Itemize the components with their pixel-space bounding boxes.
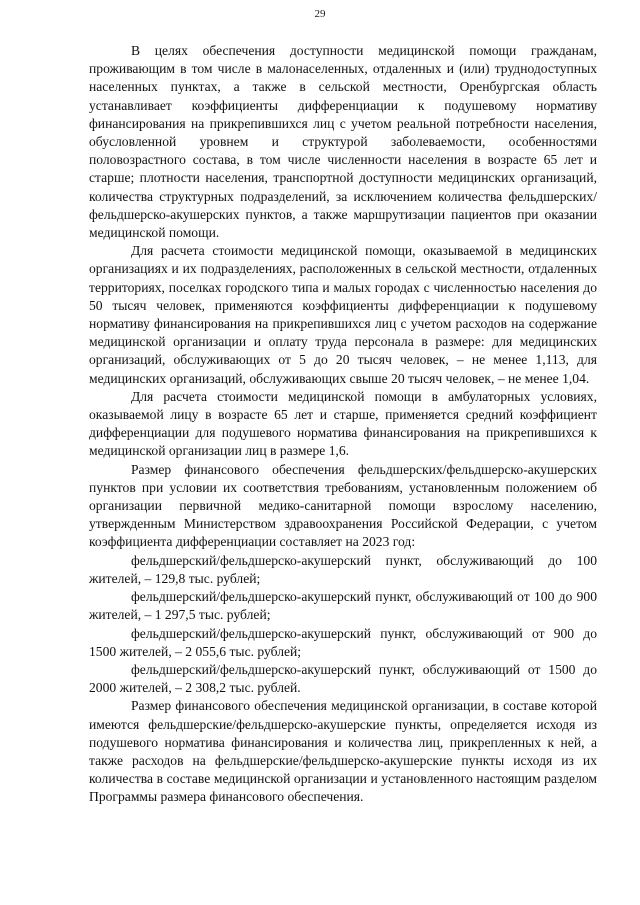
body-text: [89, 42, 597, 807]
list-item: фельдшерский/фельдшерско-акушерский пункт, обслуживающий от 900 до 1500 жителей, – 2 055,6 тыс. рублей;: [89, 625, 597, 659]
paragraph-accessibility: В целях обеспечения доступности медицинской помощи гражданам, проживающим в том числе в малонаселенных, отдаленных и (или) труднодоступных населенных пунктах, а также в сельской местности, Оренбургская область устанавливает коэффициенты дифференциации к подушевому нормативу финансирования на прикрепившихся лиц с учетом реальной потребности населения, обусловленной уровнем и структурой заболеваемости, особенностями половозрастного состава, в том числе численности населения в возрасте 65 лет и старше; плотности населения, транспортной доступности медицинских организаций, количества структурных подразделений, за исключением количества фельдшерских/фельдшерско-акушерских пунктов, а также маршрутизации пациентов при оказании медицинской помощи.: [89, 43, 597, 241]
paragraph-rural-coefficients: Для расчета стоимости медицинской помощи, оказываемой в медицинских организациях и их подразделениях, расположенных в сельской местности, отдаленных территориях, поселках городского типа и малых городах с численностью населения до 50 тысяч человек, применяются коэффициенты дифференциации к подушевому нормативу финансирования на прикрепившихся лиц с учетом расходов на содержание медицинской организации и оплату труда персонала в размере: для медицинских организаций, обслуживающих от 5 до 20 тысяч человек, – не менее 1,113, для медицинских организаций, обслуживающих свыше 20 тысяч человек, – не менее 1,04.: [89, 243, 597, 386]
paragraph-elderly-coefficient: Для расчета стоимости медицинской помощи в амбулаторных условиях, оказываемой лицу в возрасте 65 лет и старше, применяется средний коэффициент дифференциации для подушевого норматива финансирования на прикрепившихся к медицинской организации лиц в размере 1,6.: [89, 388, 597, 459]
paragraph-organization-financing: Размер финансового обеспечения медицинской организации, в составе которой имеются фельдшерские/фельдшерско-акушерские пункты, определяется исходя из подушевого норматива финансирования и количества лиц, прикрепленных к ней, а также расходов на фельдшерские/фельдшерско-акушерские пункты исходя из их количества в составе медицинской организации и установленного настоящим разделом Программы размера финансового обеспечения.: [89, 698, 597, 805]
list-item: фельдшерский/фельдшерско-акушерский пункт, обслуживающий от 100 до 900 жителей, – 1 297,5 тыс. рублей;: [89, 589, 597, 623]
paragraph-fap-financing: Размер финансового обеспечения фельдшерских/фельдшерско-акушерских пунктов при условии их соответствия требованиям, установленным положением об организации первичной медико-санитарной помощи взрослому населению, утвержденным Министерством здравоохранения Российской Федерации, с учетом коэффициента дифференциации составляет на 2023 год:: [89, 461, 597, 550]
list-item: фельдшерский/фельдшерско-акушерский пункт, обслуживающий до 100 жителей, – 129,8 тыс. рублей;: [89, 552, 597, 586]
page-number: 29: [314, 8, 326, 20]
list-item: фельдшерский/фельдшерско-акушерский пункт, обслуживающий от 1500 до 2000 жителей, – 2 308,2 тыс. рублей.: [89, 661, 597, 696]
